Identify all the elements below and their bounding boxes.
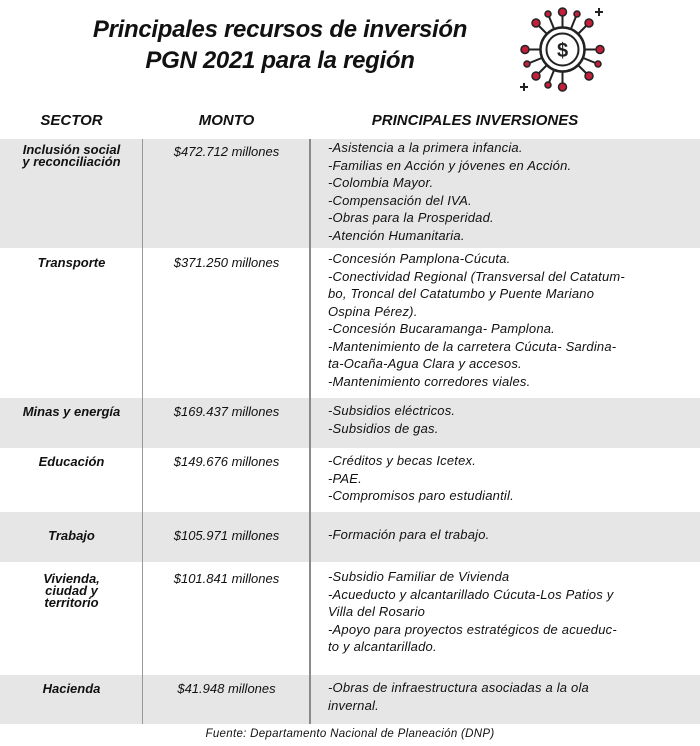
row-sector: Vivienda, ciudad y territorio <box>43 571 100 610</box>
row-monto: $169.437 millones <box>173 404 280 419</box>
svg-text:$: $ <box>556 40 569 62</box>
table-row <box>0 248 700 398</box>
row-sector: Educación <box>38 454 105 469</box>
row-sector: Hacienda <box>42 681 101 696</box>
row-sector: Inclusión social y reconciliación <box>22 142 121 169</box>
header-monto: MONTO <box>198 112 255 129</box>
column-divider <box>142 139 143 724</box>
row-inversiones: -Subsidio Familiar de Vivienda -Acueducto y alcantarillado Cúcuta-Los Patios y Villa del Rosario -Apoyo para proyectos estratégicos de acueduc- to y alcantarillado. <box>328 569 617 654</box>
row-inversiones: -Asistencia a la primera infancia. -Familias en Acción y jóvenes en Acción. -Colombia Mayor. -Compensación del IVA. -Obras para la Prosperidad. -Atención Humanitaria. <box>328 140 572 243</box>
page-title <box>60 14 500 76</box>
header-inversiones: PRINCIPALES INVERSIONES <box>371 112 579 129</box>
row-sector: Trabajo <box>48 528 95 543</box>
table-row <box>0 398 700 448</box>
row-monto: $101.841 millones <box>173 571 280 586</box>
row-monto: $371.250 millones <box>173 255 280 270</box>
row-inversiones: -Obras de infraestructura asociadas a la ola invernal. <box>328 680 589 713</box>
dollar-coin-virus-icon <box>515 2 610 97</box>
table-row <box>0 448 700 512</box>
column-divider <box>309 139 311 724</box>
row-monto: $105.971 millones <box>173 528 280 543</box>
table-row <box>0 562 700 675</box>
row-inversiones: -Créditos y becas Icetex. -PAE. -Compromisos paro estudiantil. <box>328 453 514 503</box>
table-row <box>0 675 700 724</box>
row-monto: $41.948 millones <box>177 681 276 696</box>
row-monto: $472.712 millones <box>173 144 280 159</box>
source-note: Fuente: Departamento Nacional de Planeación (DNP) <box>205 728 495 740</box>
header-sector: SECTOR <box>40 112 103 129</box>
row-inversiones: -Formación para el trabajo. <box>328 527 490 542</box>
title-line-2: PGN 2021 para la región <box>145 47 415 74</box>
row-inversiones: -Subsidios eléctricos. -Subsidios de gas. <box>328 403 456 436</box>
row-inversiones: -Concesión Pamplona-Cúcuta. -Conectividad Regional (Transversal del Catatum- bo, Troncal del Catatumbo y Puente Mariano Ospina Pérez). -Concesión Bucaramanga- Pamplona. -Mantenimiento de la carretera Cúcuta- Sardina- ta-Ocaña-Agua Clara y accesos. -Mantenimiento corredores viales. <box>328 251 625 389</box>
row-sector: Transporte <box>37 255 106 270</box>
table-row <box>0 139 700 248</box>
table-row <box>0 512 700 562</box>
row-monto: $149.676 millones <box>173 454 280 469</box>
title-line-1: Principales recursos de inversión <box>92 16 468 43</box>
investment-table <box>0 139 700 724</box>
row-sector: Minas y energía <box>22 404 121 419</box>
